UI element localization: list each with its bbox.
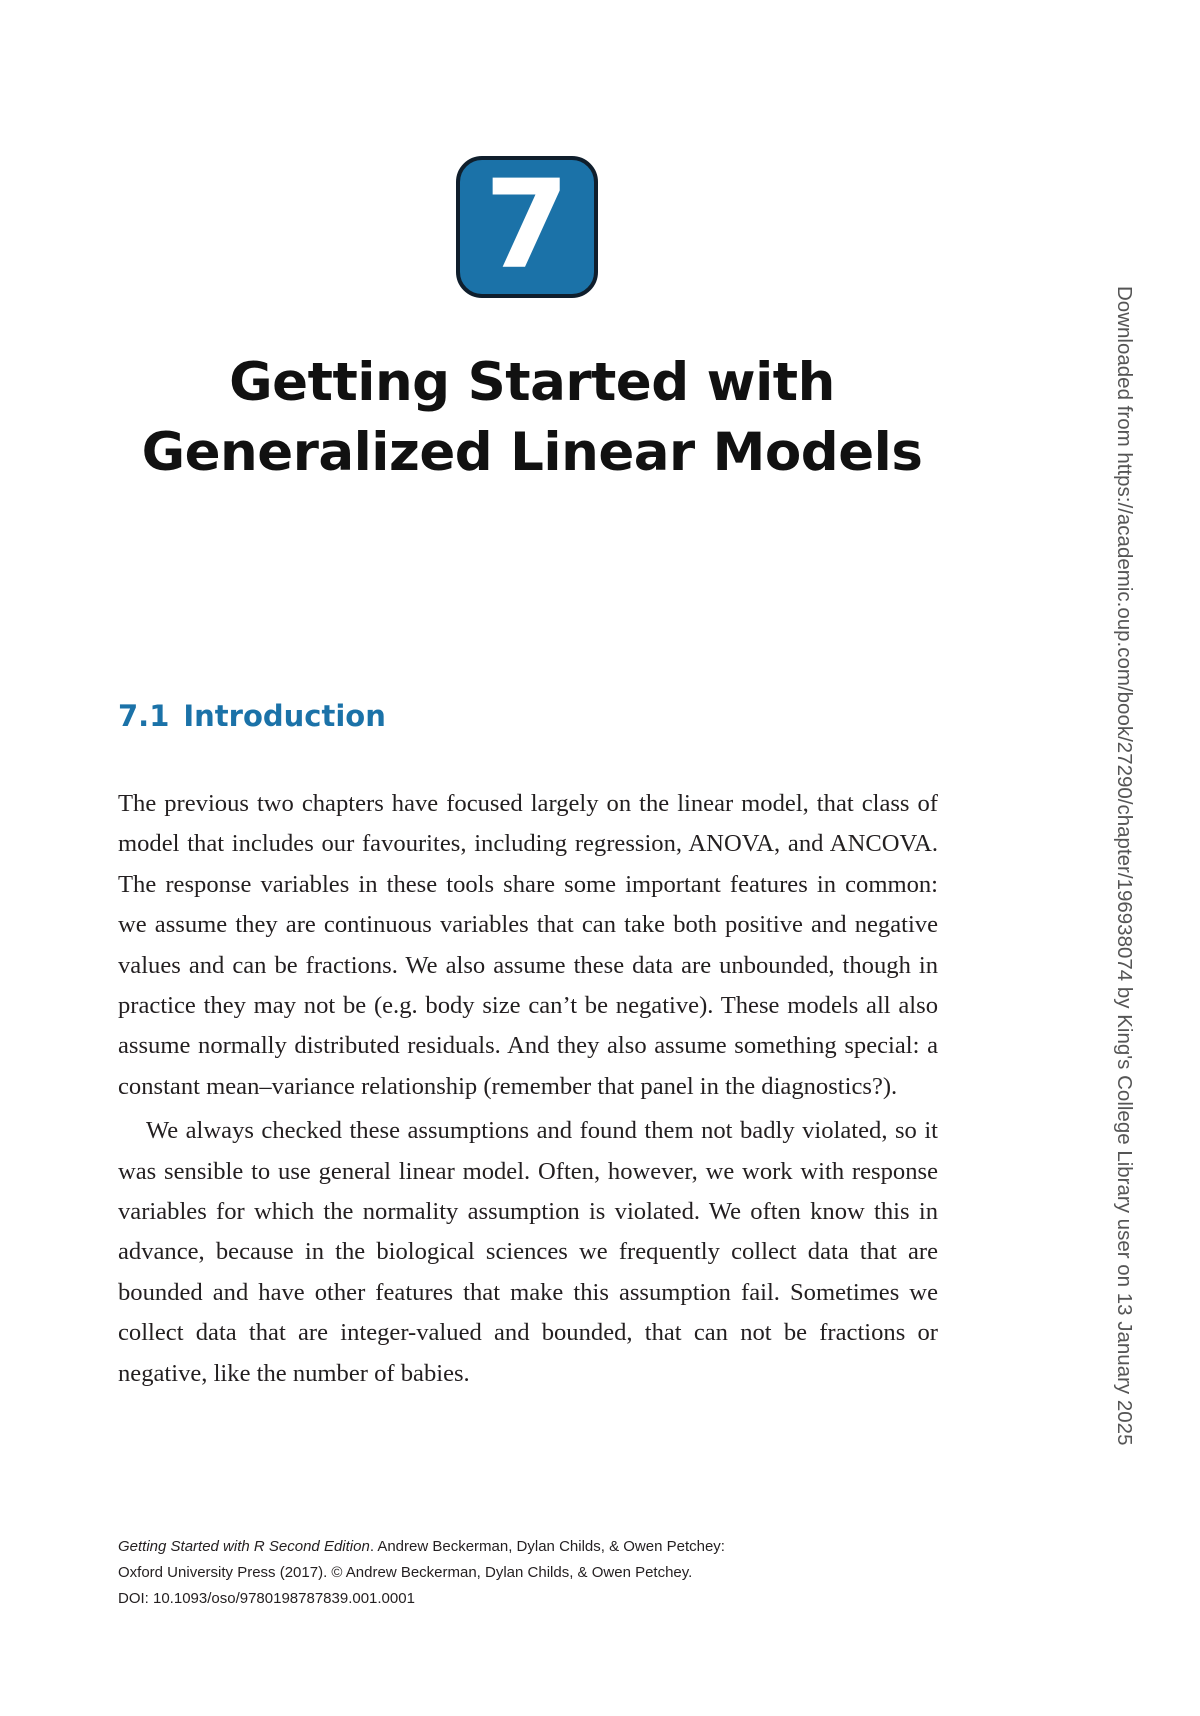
chapter-number-badge: [456, 156, 598, 298]
footer-book-title: Getting Started with R Second Edition: [118, 1538, 370, 1555]
body-paragraph-1: The previous two chapters have focused largely on the linear model, that class of model that includes our favourites, including regression, ANOVA, and ANCOVA. The response variables in these tools share some important features in common: we assume they are continuous variables that can take both positive and negative values and can be fractions. We also assume these data are unbounded, though in practice they may not be (e.g. body size can’t be negative). These models all also assume normally distributed residuals. And they also assume something special: a constant mean–variance relationship (remember that panel in the diagnostics?).: [118, 790, 938, 1100]
footer-citation-line: [118, 1534, 938, 1560]
body-paragraph-2: We always checked these assumptions and found them not badly violated, so it was sensible to use general linear model. Often, however, we work with response variables for which the normality assumption is violated. We often know this in advance, because in the biological sciences we frequently collect data that are bounded and have other features that make this assumption fail. Sometimes we collect data that are integer-valued and bounded, that can not be fractions or negative, like the number of babies.: [118, 1117, 938, 1387]
section-title: Introduction: [183, 699, 386, 733]
section-number: 7.1: [118, 699, 170, 733]
chapter-number: 7: [484, 154, 570, 296]
chapter-title-line-1: Getting Started with: [229, 352, 835, 413]
chapter-title-line-2: Generalized Linear Models: [141, 422, 923, 483]
section-heading: [118, 696, 386, 736]
footer-authors: . Andrew Beckerman, Dylan Childs, & Owen Petchey:: [369, 1538, 725, 1555]
download-watermark: Downloaded from https://academic.oup.com/book/27290/chapter/196938074 by King's College Library user on 13 January 2025: [1113, 286, 1136, 1446]
chapter-title: [0, 348, 1064, 488]
footer-doi: DOI: 10.1093/oso/9780198787839.001.0001: [118, 1590, 415, 1607]
footer-publisher: Oxford University Press (2017). © Andrew Beckerman, Dylan Childs, & Owen Petchey.: [118, 1564, 693, 1581]
body-text: [118, 784, 938, 1394]
citation-footer: [118, 1534, 938, 1612]
